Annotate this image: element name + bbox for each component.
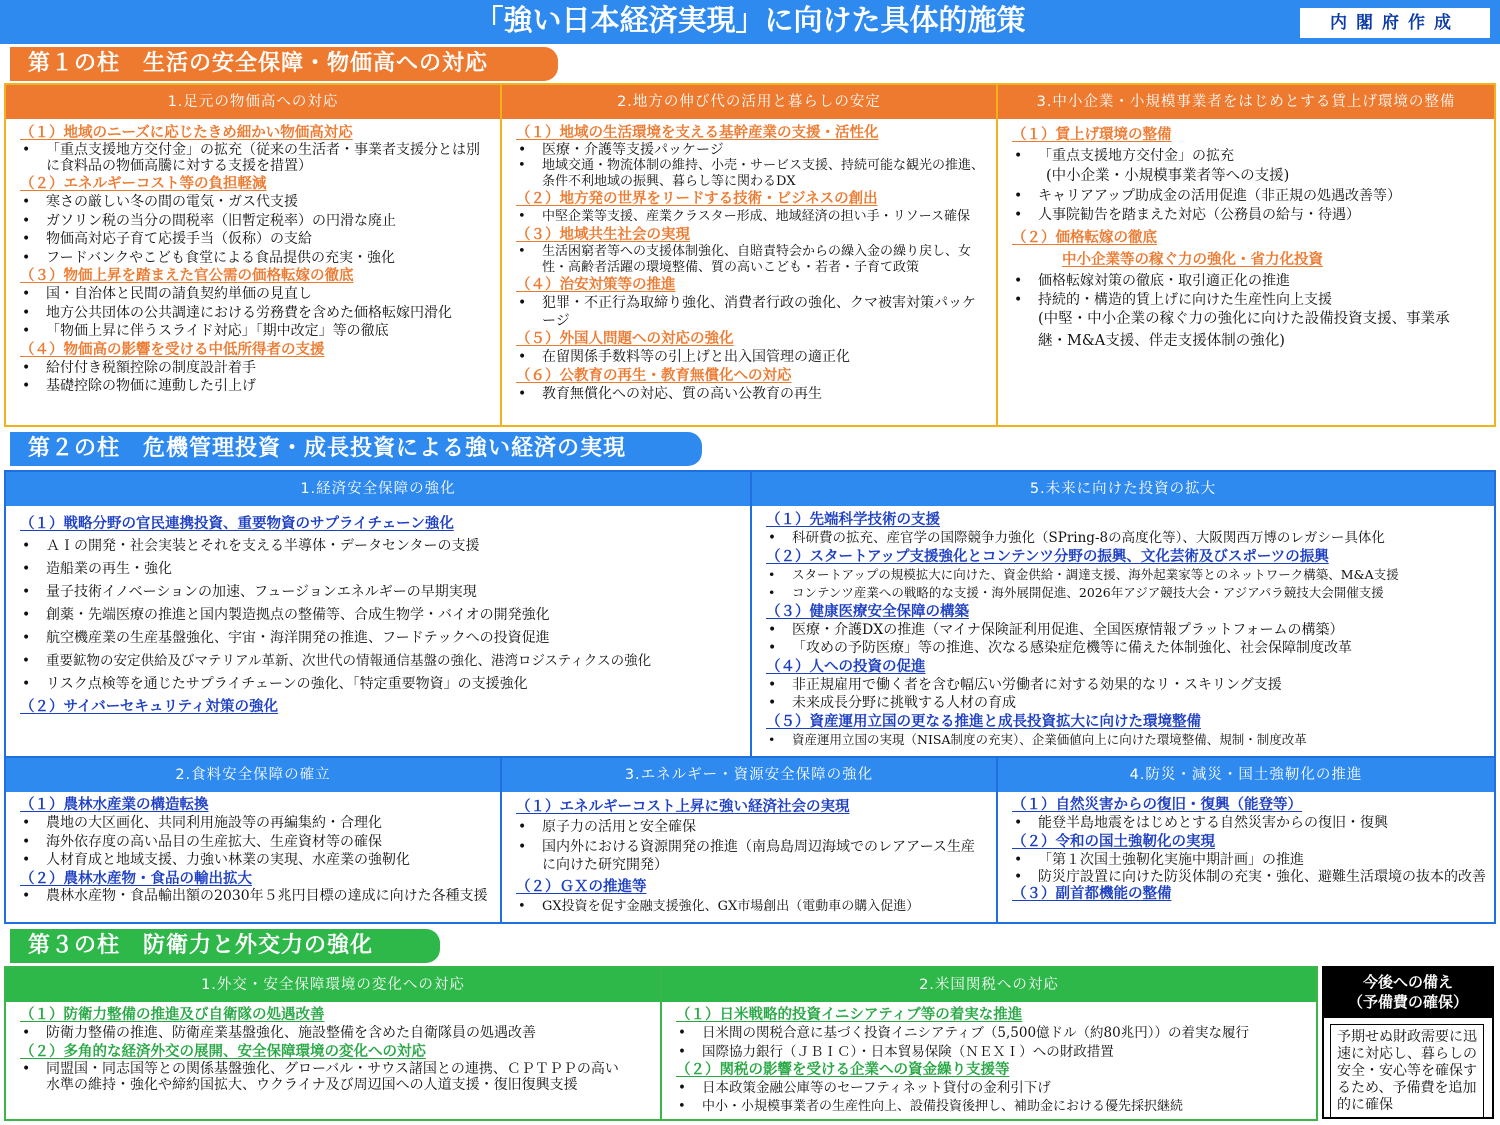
p1-col2-s4: （４）治安対策等の推進 xyxy=(516,277,676,293)
p2-col5-heading: 5.未来に向けた投資の拡大 xyxy=(752,472,1494,506)
list-item: • ガソリン税の当分の間税率（旧暫定税率）の円滑な廃止 xyxy=(20,212,492,231)
list-item: • 給付付き税額控除の制度設計着手 xyxy=(20,359,492,378)
list-item: • 防衛力整備の推進、防衛産業基盤強化、施設整備を含めた自衛隊員の処遇改善 xyxy=(20,1024,652,1043)
p1-col2-heading: 2.地方の伸び代の活用と暮らしの安定 xyxy=(502,85,996,119)
list-item: • 「重点支援地方交付金」の拡充（従来の生活者・事業者支援分とは別に食料品の物価高騰に対する支援を措置） xyxy=(20,142,492,174)
p2-col3 xyxy=(500,756,998,924)
list-item: • 能登半島地震をはじめとする自然災害からの復旧・復興 xyxy=(1012,814,1486,833)
p1-col1-s4: （４）物価高の影響を受ける中低所得者の支援 xyxy=(20,341,325,358)
list-item: • 「物価上昇に伴うスライド対応」「期中改定」等の徹底 xyxy=(20,322,492,341)
list-item: • 地域交通・物流体制の維持、小売・サービス支援、持続可能な観光の推進、条件不利地域の振興、暮らし等に関わるDX xyxy=(516,158,988,190)
list-item: • 同盟国・同志国等との関係基盤強化、グローバル・サウス諸国との連携、ＣＰＴＰＰの高い水準の維持・強化や締約国拡大、ウクライナ及び周辺国への人道支援・復旧復興支援 xyxy=(20,1061,632,1093)
p1-col3-s1-note: (中小企業・小規模事業者等への支援) xyxy=(1046,167,1290,184)
p3-col2-s1: （１）日米戦略的投資イニシアティブ等の着実な推進 xyxy=(676,1007,1023,1023)
p1-col1-s1-list xyxy=(20,142,492,174)
p3-col2-heading: 2.米国関税への対応 xyxy=(662,968,1316,1002)
p2-col5-s4: （４）人への投資の促進 xyxy=(766,658,926,675)
list-item: • 中小・小規模事業者の生産性向上、設備投資後押し、補助金における優先採択継続 xyxy=(676,1098,1308,1117)
p2-col5-s4-list xyxy=(766,676,1486,713)
list-item: • キャリアアップ助成金の活用促進（非正規の処遇改善等） xyxy=(1012,187,1486,206)
p3-col1 xyxy=(4,966,662,1121)
p2-col2-s2-list xyxy=(20,888,492,904)
p1-col2-s2-list xyxy=(516,208,988,226)
p3-col2-s2: （２）関税の影響を受ける企業への資金繰り支援等 xyxy=(676,1062,1010,1078)
list-item: • 人材育成と地域支援、力強い林業の実現、水産業の強靭化 xyxy=(20,851,492,870)
p1-col1-heading: 1.足元の物価高への対応 xyxy=(6,85,500,119)
list-item: • 農林水産物・食品輸出額の2030年５兆円目標の達成に向けた各種支援 xyxy=(20,888,492,904)
p1-col2-s1: （１）地域の生活環境を支える基幹産業の支援・活性化 xyxy=(516,125,879,141)
p1-col3-s2b: 中小企業等の稼ぐ力の強化・省力化投資 xyxy=(1062,252,1323,268)
list-item: • 寒さの厳しい冬の間の電気・ガス代支援 xyxy=(20,193,492,212)
p2-col2-s1: （１）農林水産業の構造転換 xyxy=(20,797,209,813)
pillar3-title: 第３の柱 防衛力と外交力の強化 xyxy=(10,929,440,963)
p2-col5-s3-list xyxy=(766,621,1486,658)
list-item: • 国・自治体と民間の請負契約単価の見直し xyxy=(20,285,492,304)
list-item: • 農地の大区画化、共同利用施設等の再編集約・合理化 xyxy=(20,814,492,833)
list-item: • 「第１次国土強靭化実施中期計画」の推進 xyxy=(1012,851,1486,870)
p2-col3-heading: 3.エネルギー・資源安全保障の強化 xyxy=(502,758,996,792)
p1-col3-s2: （２）価格転嫁の徹底 xyxy=(1012,230,1157,246)
p1-col2-s3: （３）地域共生社会の実現 xyxy=(516,227,690,243)
list-item: • 海外依存度の高い品目の生産拡大、生産資材等の確保 xyxy=(20,833,492,852)
p1-col2-s5-list xyxy=(516,348,988,367)
list-item: • コンテンツ産業への戦略的な支援・海外展開促進、2026年アジア競技大会・アジアパラ競技大会開催支援 xyxy=(766,584,1486,603)
p1-col2 xyxy=(500,83,998,427)
p2-col5-s5: （５）資産運用立国の更なる推進と成長投資拡大に向けた環境整備 xyxy=(766,713,1201,730)
p3-col1-heading: 1.外交・安全保障環境の変化への対応 xyxy=(6,968,660,1002)
list-item: • 「攻めの予防医療」等の推進、次なる感染症危機等に備えた体制強化、社会保障制度改革 xyxy=(766,639,1486,658)
list-item: • 国内外における資源開発の推進（南鳥島周辺海域でのレアアース生産に向けた研究開発） xyxy=(516,838,988,874)
p3-col2-s2-list xyxy=(676,1079,1308,1116)
list-item: • 基礎控除の物価に連動した引上げ xyxy=(20,377,492,396)
list-item: • リスク点検等を通じたサプライチェーンの強化、「特定重要物資」の支援強化 xyxy=(20,673,742,696)
p2-col5-s5-list xyxy=(766,731,1486,750)
p1-col2-s6: （６）公教育の再生・教育無償化への対応 xyxy=(516,367,792,384)
p2-col2-s2: （２）農林水産物・食品の輸出拡大 xyxy=(20,870,252,887)
pillar2-title: 第２の柱 危機管理投資・成長投資による強い経済の実現 xyxy=(10,432,702,466)
list-item: • フードバンクやこども食堂による食品提供の充実・強化 xyxy=(20,249,492,268)
p2-col5 xyxy=(750,470,1496,758)
list-item: • 地方公共団体の公共調達における労務費を含めた価格転嫁円滑化 xyxy=(20,304,492,323)
p1-col1-s2: （２）エネルギーコスト等の負担軽減 xyxy=(20,176,267,192)
reserve-text: 予期せぬ財政需要に迅速に対応し、暮らしの安全・安心等を確保するため、予備費を追加的に確保 xyxy=(1330,1024,1484,1119)
p2-col4 xyxy=(996,756,1496,924)
p1-col2-s1-list xyxy=(516,142,988,190)
p1-col3 xyxy=(996,83,1496,427)
list-item: • 日米間の関税合意に基づく投資イニシアティブ（5,500億ドル（約80兆円））の着実な履行 xyxy=(676,1024,1308,1043)
p1-col3-s1-list-b xyxy=(1012,187,1486,224)
p2-col4-s2: （２）令和の国土強靭化の実現 xyxy=(1012,833,1215,850)
reserve-heading-1: 今後への備え xyxy=(1362,973,1453,991)
list-item: • 原子力の活用と安全確保 xyxy=(516,817,988,838)
page-title: 「強い日本経済実現」に向けた具体的施策 xyxy=(474,3,1026,37)
p1-col3-s2-note: (中堅・中小企業の稼ぐ力の強化に向けた設備投資支援、事業承継・M&A支援、伴走支援体制の強化) xyxy=(1038,311,1450,349)
list-item: • 非正規雇用で働く者を含む幅広い労働者に対する効果的なリ・スキリング支援 xyxy=(766,676,1486,695)
p1-col3-s2-list xyxy=(1012,272,1486,309)
p2-col1-heading: 1.経済安全保障の強化 xyxy=(6,472,750,506)
p1-col2-s2: （２）地方発の世界をリードする技術・ビジネスの創出 xyxy=(516,191,878,207)
p1-col1-s4-list xyxy=(20,359,492,396)
p2-col2-s1-list xyxy=(20,814,492,870)
p3-col1-s2: （２）多角的な経済外交の展開、安全保障環境の変化への対応 xyxy=(20,1043,426,1060)
p1-col1 xyxy=(4,83,502,427)
p2-col1-s1-list xyxy=(20,535,742,696)
p2-col3-s2-list xyxy=(516,898,988,917)
p2-col3-s1-list xyxy=(516,817,988,874)
list-item: • 量子技術イノベーションの加速、フュージョンエネルギーの早期実現 xyxy=(20,581,742,604)
p2-col2 xyxy=(4,756,502,924)
list-item: • 中堅企業等支援、産業クラスター形成、地域経済の担い手・リソース確保 xyxy=(516,208,988,226)
p2-col1 xyxy=(4,470,752,758)
p2-col5-s1: （１）先端科学技術の支援 xyxy=(766,512,940,528)
p2-col4-s1: （１）自然災害からの復旧・復興（能登等） xyxy=(1012,797,1302,813)
list-item: • 「重点支援地方交付金」の拡充 xyxy=(1012,147,1486,166)
list-item: • 犯罪・不正行為取締り強化、消費者行政の強化、クマ被害対策パッケージ xyxy=(516,294,988,330)
list-item: • 人事院勧告を踏まえた対応（公務員の給与・待遇） xyxy=(1012,206,1486,225)
p1-col1-s2-list xyxy=(20,193,492,267)
p2-col1-s2: （２）サイバーセキュリティ対策の強化 xyxy=(20,699,278,715)
list-item: • スタートアップの規模拡大に向けた、資金供給・調達支援、海外起業家等とのネットワーク構築、M&A支援 xyxy=(766,566,1486,585)
list-item: • 創薬・先端医療の推進と国内製造拠点の整備等、合成生物学・バイオの開発強化 xyxy=(20,604,742,627)
reserve-heading-2: （予備費の確保） xyxy=(1347,993,1468,1011)
p2-col3-s1: （１）エネルギーコスト上昇に強い経済社会の実現 xyxy=(516,799,850,815)
list-item: • 科研費の拡充、産官学の国際競争力強化（SPring-8の高度化等）、大阪関西万博のレガシー具体化 xyxy=(766,529,1486,548)
p1-col1-s1: （１）地域のニーズに応じたきめ細かい物価高対応 xyxy=(20,125,353,141)
p1-col3-s1-list xyxy=(1012,147,1486,166)
p1-col1-s3: （３）物価上昇を踏まえた官公需の価格転嫁の徹底 xyxy=(20,268,354,284)
p3-col2-s1-list xyxy=(676,1024,1308,1061)
p2-col4-heading: 4.防災・減災・国土強靭化の推進 xyxy=(998,758,1494,792)
list-item: • 防災庁設置に向けた防災体制の充実・強化、避難生活環境の抜本的改善 xyxy=(1012,869,1486,885)
list-item: • ＡＩの開発・社会実装とそれを支える半導体・データセンターの支援 xyxy=(20,535,742,558)
p2-col4-s2-list xyxy=(1012,851,1486,886)
p3-col1-s2-list xyxy=(20,1061,652,1093)
list-item: • 在留関係手数料等の引上げと出入国管理の適正化 xyxy=(516,348,988,367)
p2-col2-heading: 2.食料安全保障の確立 xyxy=(6,758,500,792)
list-item: • 持続的・構造的賃上げに向けた生産性向上支援 xyxy=(1012,291,1486,310)
p3-col1-s1: （１）防衛力整備の推進及び自衛隊の処遇改善 xyxy=(20,1007,325,1023)
list-item: • 教育無償化への対応、質の高い公教育の再生 xyxy=(516,385,988,404)
p1-col2-s4-list xyxy=(516,294,988,330)
list-item: • 造船業の再生・強化 xyxy=(20,558,742,581)
list-item: • GX投資を促す金融支援強化、GX市場創出（電動車の購入促進） xyxy=(516,898,988,917)
p1-col2-s5: （５）外国人問題への対応の強化 xyxy=(516,331,734,347)
pillar1-title: 第１の柱 生活の安全保障・物価高への対応 xyxy=(10,47,558,81)
list-item: • 未来成長分野に挑戦する人材の育成 xyxy=(766,694,1486,713)
p2-col5-s2: （２）スタートアップ支援強化とコンテンツ分野の振興、文化芸術及びスポーツの振興 xyxy=(766,548,1329,565)
list-item: • 物価高対応子育て応援手当（仮称）の支給 xyxy=(20,230,492,249)
reserve-box xyxy=(1322,966,1494,1119)
p1-col1-s3-list xyxy=(20,285,492,341)
list-item: • 価格転嫁対策の徹底・取引適正化の推進 xyxy=(1012,272,1486,291)
list-item: • 航空機産業の生産基盤強化、宇宙・海洋開発の推進、フードテックへの投資促進 xyxy=(20,627,742,650)
p2-col4-s3: （３）副首都機能の整備 xyxy=(1012,886,1172,902)
p2-col3-s2: （２）ＧＸの推進等 xyxy=(516,879,647,895)
p2-col1-s1: （１）戦略分野の官民連携投資、重要物資のサプライチェーン強化 xyxy=(20,516,454,532)
p2-col5-s2-list xyxy=(766,566,1486,603)
list-item: • 資産運用立国の実現（NISA制度の充実）、企業価値向上に向けた環境整備、規制・制度改革 xyxy=(766,731,1486,750)
p1-col3-heading: 3.中小企業・小規模事業者をはじめとする賃上げ環境の整備 xyxy=(998,85,1494,119)
list-item: • 生活困窮者等への支援体制強化、自賠責特会からの繰入金の繰り戻し、女性・高齢者活躍の環境整備、質の高いこども・若者・子育て政策 xyxy=(516,244,988,276)
reserve-heading xyxy=(1324,968,1492,1018)
author-badge: 内閣府作成 xyxy=(1300,8,1490,38)
list-item: • 国際協力銀行（ＪＢＩＣ）・日本貿易保険（ＮＥＸＩ）への財政措置 xyxy=(676,1043,1308,1062)
list-item: • 医療・介護等支援パッケージ xyxy=(516,142,988,158)
list-item: • 医療・介護DXの推進（マイナ保険証利用促進、全国医療情報プラットフォームの構築） xyxy=(766,621,1486,640)
p1-col2-s3-list xyxy=(516,244,988,276)
list-item: • 重要鉱物の安定供給及びマテリアル革新、次世代の情報通信基盤の強化、港湾ロジスティクスの強化 xyxy=(20,650,742,673)
p1-col3-s1: （１）賃上げ環境の整備 xyxy=(1012,127,1172,143)
p2-col5-s3: （３）健康医療安全保障の構築 xyxy=(766,603,969,620)
p1-col2-s6-list xyxy=(516,385,988,404)
p2-col4-s1-list xyxy=(1012,814,1486,833)
p2-col5-s1-list xyxy=(766,529,1486,548)
p3-col2 xyxy=(660,966,1318,1121)
list-item: • 日本政策金融公庫等のセーフティネット貸付の金利引下げ xyxy=(676,1079,1308,1098)
p3-col1-s1-list xyxy=(20,1024,652,1043)
